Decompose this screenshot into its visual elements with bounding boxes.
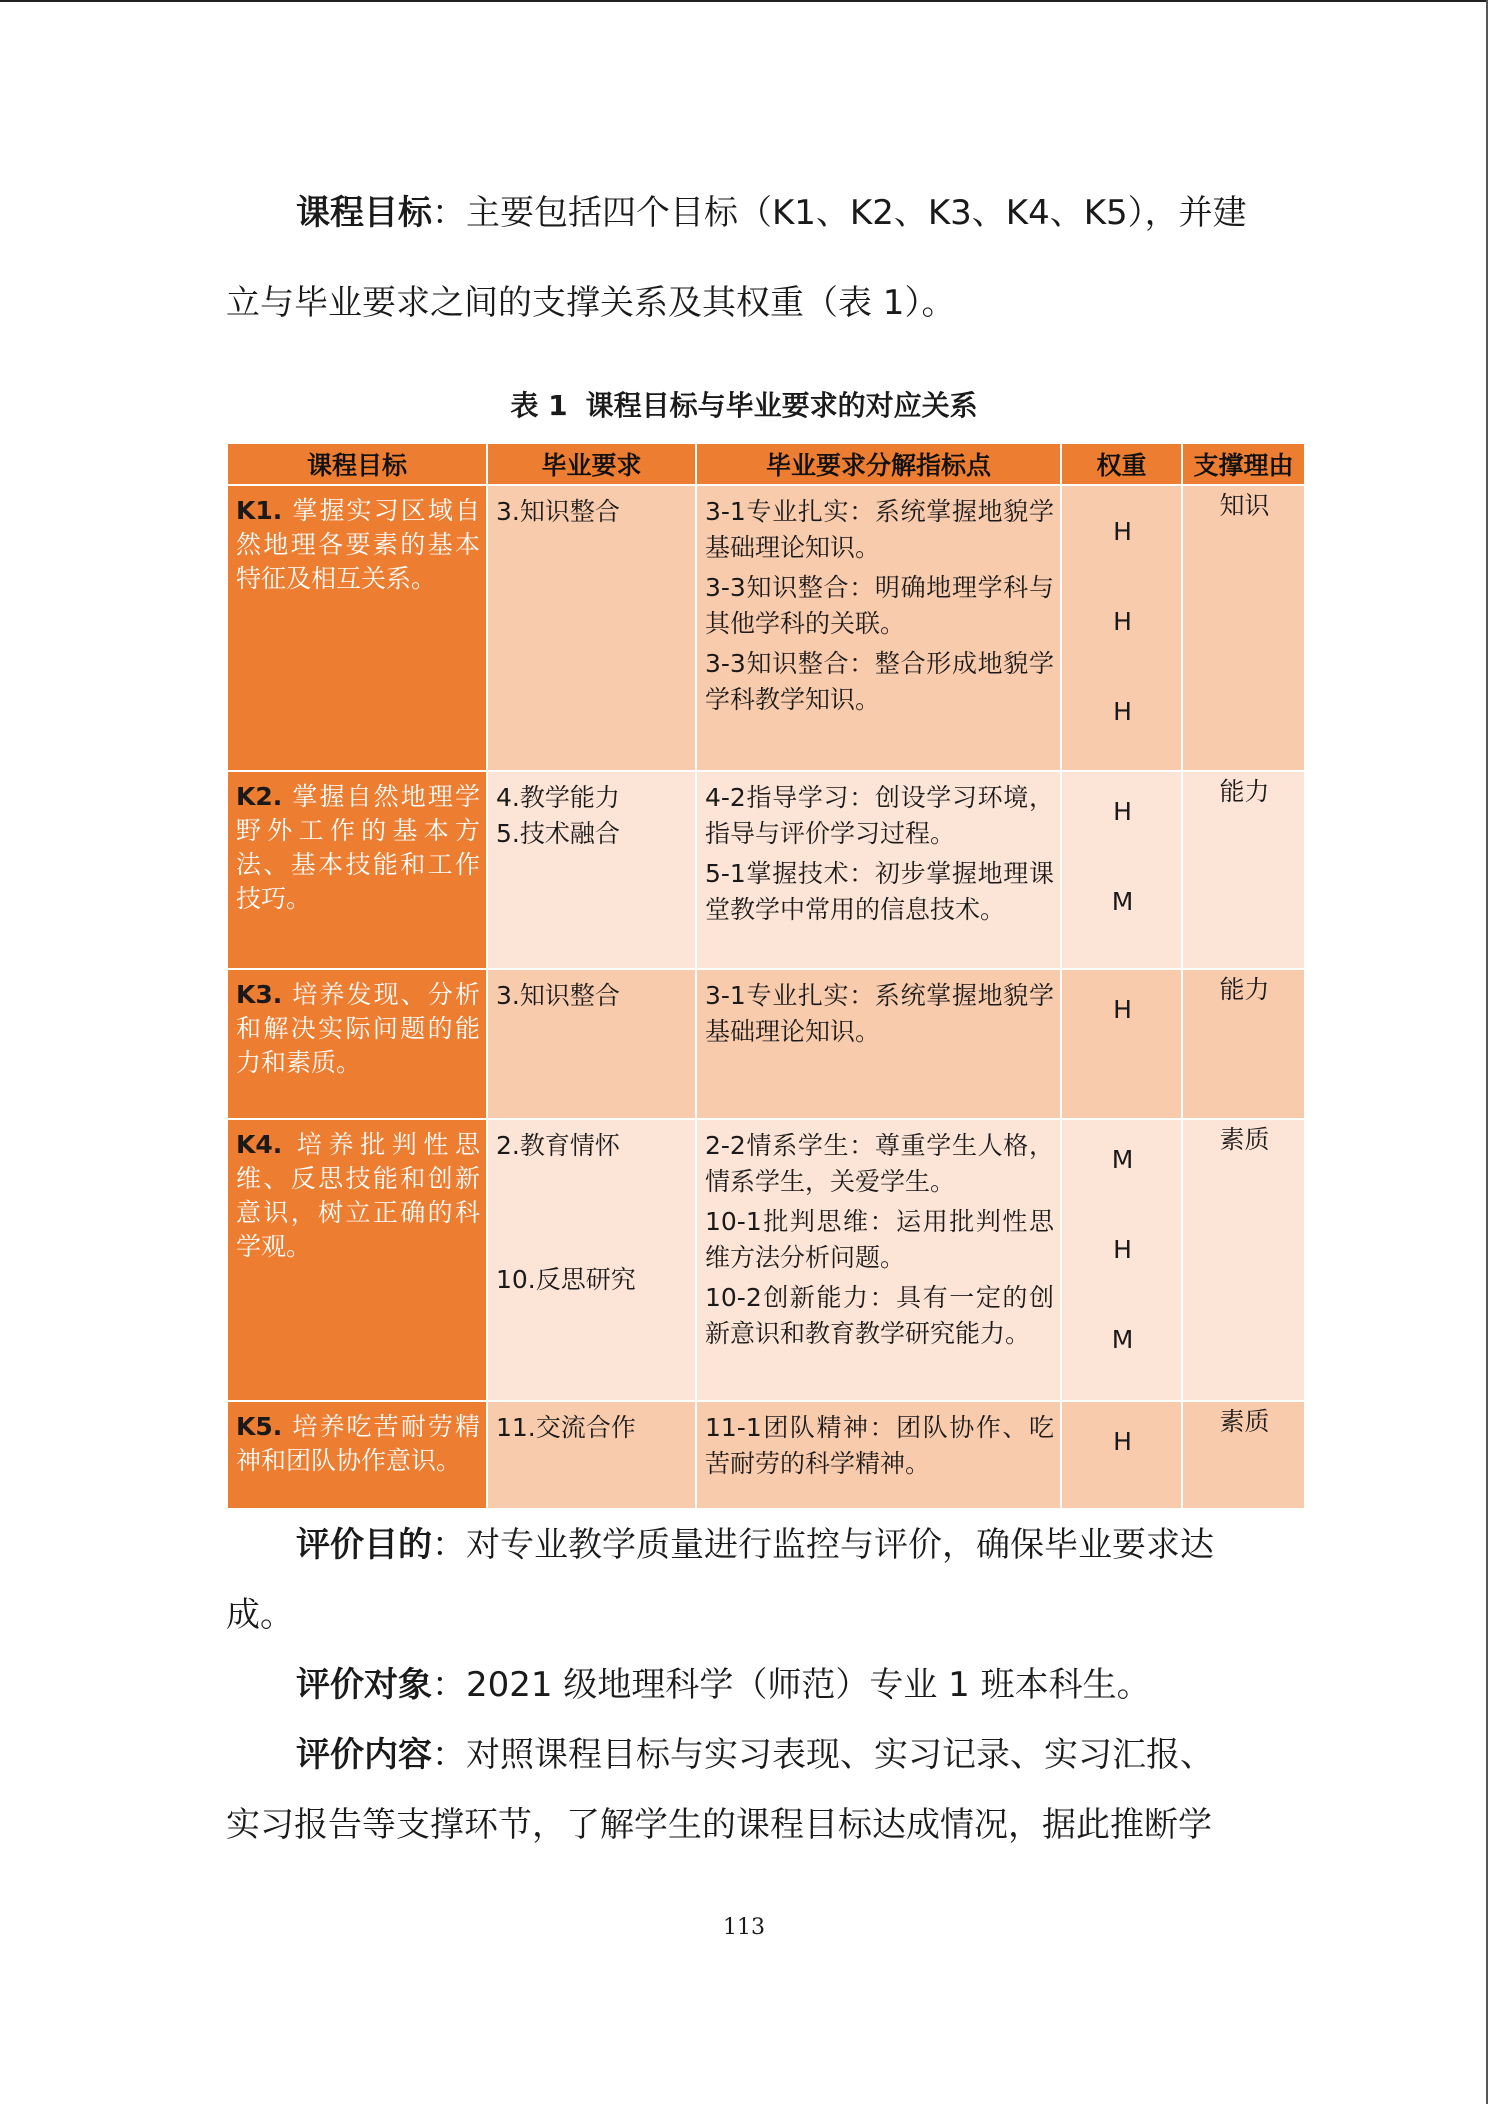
purpose-text-1: ：对专业教学质量进行监控与评价，确保毕业要求达 — [432, 1525, 1214, 1565]
indicator-2-code: 10-1 — [705, 1207, 762, 1236]
goal-code: K2. — [236, 782, 283, 811]
goal-code: K4. — [236, 1130, 283, 1159]
indicator-2 — [705, 856, 1054, 928]
requirement-cell — [487, 969, 696, 1119]
header-reason: 支撑理由 — [1182, 443, 1305, 485]
purpose-line-2 — [226, 1595, 1266, 1635]
indicator-1 — [705, 494, 1054, 566]
indicator-1-code: 4-2 — [705, 783, 746, 812]
reason-text: 素质 — [1219, 1125, 1270, 1154]
requirement-2-text: 技术融合 — [519, 819, 620, 848]
intro-text-2: 立与毕业要求之间的支撑关系及其权重（表 1）。 — [226, 283, 956, 323]
requirement-2 — [496, 1262, 689, 1298]
goal-text: 培养发现、分析和解决实际问题的能力和素质。 — [236, 980, 480, 1077]
table-row — [227, 771, 1305, 969]
table-number: 表 1 — [510, 389, 568, 422]
weight-2: H — [1113, 1235, 1132, 1264]
requirement-1-text: 教学能力 — [519, 783, 620, 812]
requirement-2-code: 10. — [496, 1265, 536, 1294]
indicator-2-text: 批判思维：运用批判性思维方法分析问题。 — [705, 1207, 1054, 1272]
weight-1: H — [1113, 517, 1132, 546]
requirement-1 — [496, 494, 689, 530]
weight-1: M — [1111, 1145, 1134, 1174]
requirement-2-text: 反思研究 — [535, 1265, 636, 1294]
indicator-cell — [696, 485, 1061, 771]
content-text-2: 实习报告等支撑环节，了解学生的课程目标达成情况，据此推断学 — [226, 1805, 1212, 1845]
indicator-1-code: 11-1 — [705, 1413, 762, 1442]
header-goal: 课程目标 — [227, 443, 487, 485]
indicator-2-code: 5-1 — [705, 859, 746, 888]
indicator-cell — [696, 771, 1061, 969]
indicator-2 — [705, 570, 1054, 642]
requirement-cell — [487, 1119, 696, 1401]
requirement-cell — [487, 485, 696, 771]
purpose-label: 评价目的 — [296, 1525, 432, 1565]
requirement-cell — [487, 771, 696, 969]
goal-cell — [227, 1119, 487, 1401]
indicator-1-text: 情系学生：尊重学生人格，情系学生，关爱学生。 — [705, 1131, 1054, 1196]
requirement-cell — [487, 1401, 696, 1509]
table-caption — [0, 384, 1488, 424]
reason-cell — [1182, 1119, 1305, 1401]
weight-cell — [1061, 1119, 1182, 1401]
object-label: 评价对象 — [296, 1665, 432, 1705]
table-row — [227, 485, 1305, 771]
indicator-1 — [705, 780, 1054, 852]
goal-text: 掌握自然地理学野外工作的基本方法、基本技能和工作技巧。 — [236, 782, 480, 913]
reason-cell — [1182, 969, 1305, 1119]
requirement-1 — [496, 1128, 689, 1164]
reason-text: 素质 — [1219, 1407, 1270, 1436]
content-text-1: ：对照课程目标与实习表现、实习记录、实习汇报、 — [432, 1735, 1214, 1775]
reason-text: 能力 — [1219, 777, 1270, 806]
requirement-1-code: 11. — [496, 1413, 536, 1442]
indicator-3 — [705, 1280, 1054, 1352]
requirement-1-code: 4. — [496, 783, 520, 812]
reason-text: 知识 — [1219, 491, 1270, 520]
weight-1: H — [1113, 1427, 1132, 1456]
table-row — [227, 1401, 1305, 1509]
requirement-1-code: 3. — [496, 497, 520, 526]
requirement-1-text: 知识整合 — [519, 981, 620, 1010]
weight-1: H — [1113, 995, 1132, 1024]
content-line-1 — [296, 1735, 1336, 1775]
reason-cell — [1182, 485, 1305, 771]
indicator-1-code: 2-2 — [705, 1131, 746, 1160]
weight-cell — [1061, 485, 1182, 771]
requirement-1-code: 3. — [496, 981, 520, 1010]
goal-cell — [227, 485, 487, 771]
table-title: 课程目标与毕业要求的对应关系 — [585, 389, 978, 422]
requirement-1-text: 知识整合 — [519, 497, 620, 526]
reason-cell — [1182, 771, 1305, 969]
object-text: ：2021 级地理科学（师范）专业 1 班本科生。 — [432, 1665, 1151, 1705]
requirement-1-code: 2. — [496, 1131, 520, 1160]
indicator-1 — [705, 1128, 1054, 1200]
requirement-2 — [496, 816, 689, 852]
goal-cell — [227, 1401, 487, 1509]
intro-text-1: ：主要包括四个目标（K1、K2、K3、K4、K5），并建 — [432, 193, 1247, 233]
indicator-1 — [705, 978, 1054, 1050]
purpose-line-1 — [296, 1525, 1336, 1565]
requirement-1 — [496, 978, 689, 1014]
indicator-3-code: 10-2 — [705, 1283, 762, 1312]
weight-2: M — [1111, 887, 1134, 916]
indicator-1-code: 3-1 — [705, 497, 746, 526]
indicator-2-text: 知识整合：明确地理学科与其他学科的关联。 — [705, 573, 1054, 638]
goals-table — [226, 442, 1306, 1510]
indicator-1-text: 专业扎实：系统掌握地貌学基础理论知识。 — [705, 981, 1054, 1046]
indicator-2-code: 3-3 — [705, 573, 746, 602]
page-top-border — [0, 0, 1488, 2]
indicator-1-text: 指导学习：创设学习环境，指导与评价学习过程。 — [705, 783, 1054, 848]
requirement-1 — [496, 1410, 689, 1446]
indicator-3 — [705, 646, 1054, 718]
content-line-2 — [226, 1805, 1266, 1845]
weight-3: H — [1113, 697, 1132, 726]
table-row — [227, 1119, 1305, 1401]
weight-cell — [1061, 1401, 1182, 1509]
purpose-text-2: 成。 — [226, 1595, 294, 1635]
indicator-cell — [696, 1401, 1061, 1509]
indicator-1-text: 专业扎实：系统掌握地貌学基础理论知识。 — [705, 497, 1054, 562]
weight-cell — [1061, 771, 1182, 969]
weight-3: M — [1111, 1325, 1134, 1354]
object-line — [296, 1665, 1336, 1705]
indicator-3-text: 创新能力：具有一定的创新意识和教育教学研究能力。 — [705, 1283, 1054, 1348]
header-requirement: 毕业要求 — [487, 443, 696, 485]
header-indicator: 毕业要求分解指标点 — [696, 443, 1061, 485]
indicator-cell — [696, 1119, 1061, 1401]
reason-text: 能力 — [1219, 975, 1270, 1004]
indicator-3-text: 知识整合：整合形成地貌学学科教学知识。 — [705, 649, 1054, 714]
intro-label: 课程目标 — [296, 193, 432, 233]
goal-code: K3. — [236, 980, 283, 1009]
table-header-row — [227, 443, 1305, 485]
goal-text: 培养吃苦耐劳精神和团队协作意识。 — [236, 1412, 480, 1475]
goal-text: 掌握实习区域自然地理各要素的基本特征及相互关系。 — [236, 496, 480, 593]
header-weight: 权重 — [1061, 443, 1182, 485]
requirement-1-text: 交流合作 — [535, 1413, 636, 1442]
intro-line-1 — [296, 193, 1336, 233]
goal-cell — [227, 771, 487, 969]
weight-1: H — [1113, 797, 1132, 826]
indicator-2-text: 掌握技术：初步掌握地理课堂教学中常用的信息技术。 — [705, 859, 1054, 924]
goal-cell — [227, 969, 487, 1119]
reason-cell — [1182, 1401, 1305, 1509]
requirement-1 — [496, 780, 689, 816]
goal-text: 培养批判性思维、反思技能和创新意识，树立正确的科学观。 — [236, 1130, 480, 1261]
content-label: 评价内容 — [296, 1735, 432, 1775]
requirement-2-code: 5. — [496, 819, 520, 848]
indicator-2 — [705, 1204, 1054, 1276]
indicator-1 — [705, 1410, 1054, 1482]
goal-code: K5. — [236, 1412, 283, 1441]
requirement-1-text: 教育情怀 — [519, 1131, 620, 1160]
weight-2: H — [1113, 607, 1132, 636]
weight-cell — [1061, 969, 1182, 1119]
indicator-3-code: 3-3 — [705, 649, 746, 678]
page-number: 113 — [723, 1915, 765, 1940]
indicator-1-text: 团队精神：团队协作、吃苦耐劳的科学精神。 — [705, 1413, 1054, 1478]
indicator-1-code: 3-1 — [705, 981, 746, 1010]
goal-code: K1. — [236, 496, 283, 525]
indicator-cell — [696, 969, 1061, 1119]
table-row — [227, 969, 1305, 1119]
intro-line-2 — [226, 283, 1266, 323]
